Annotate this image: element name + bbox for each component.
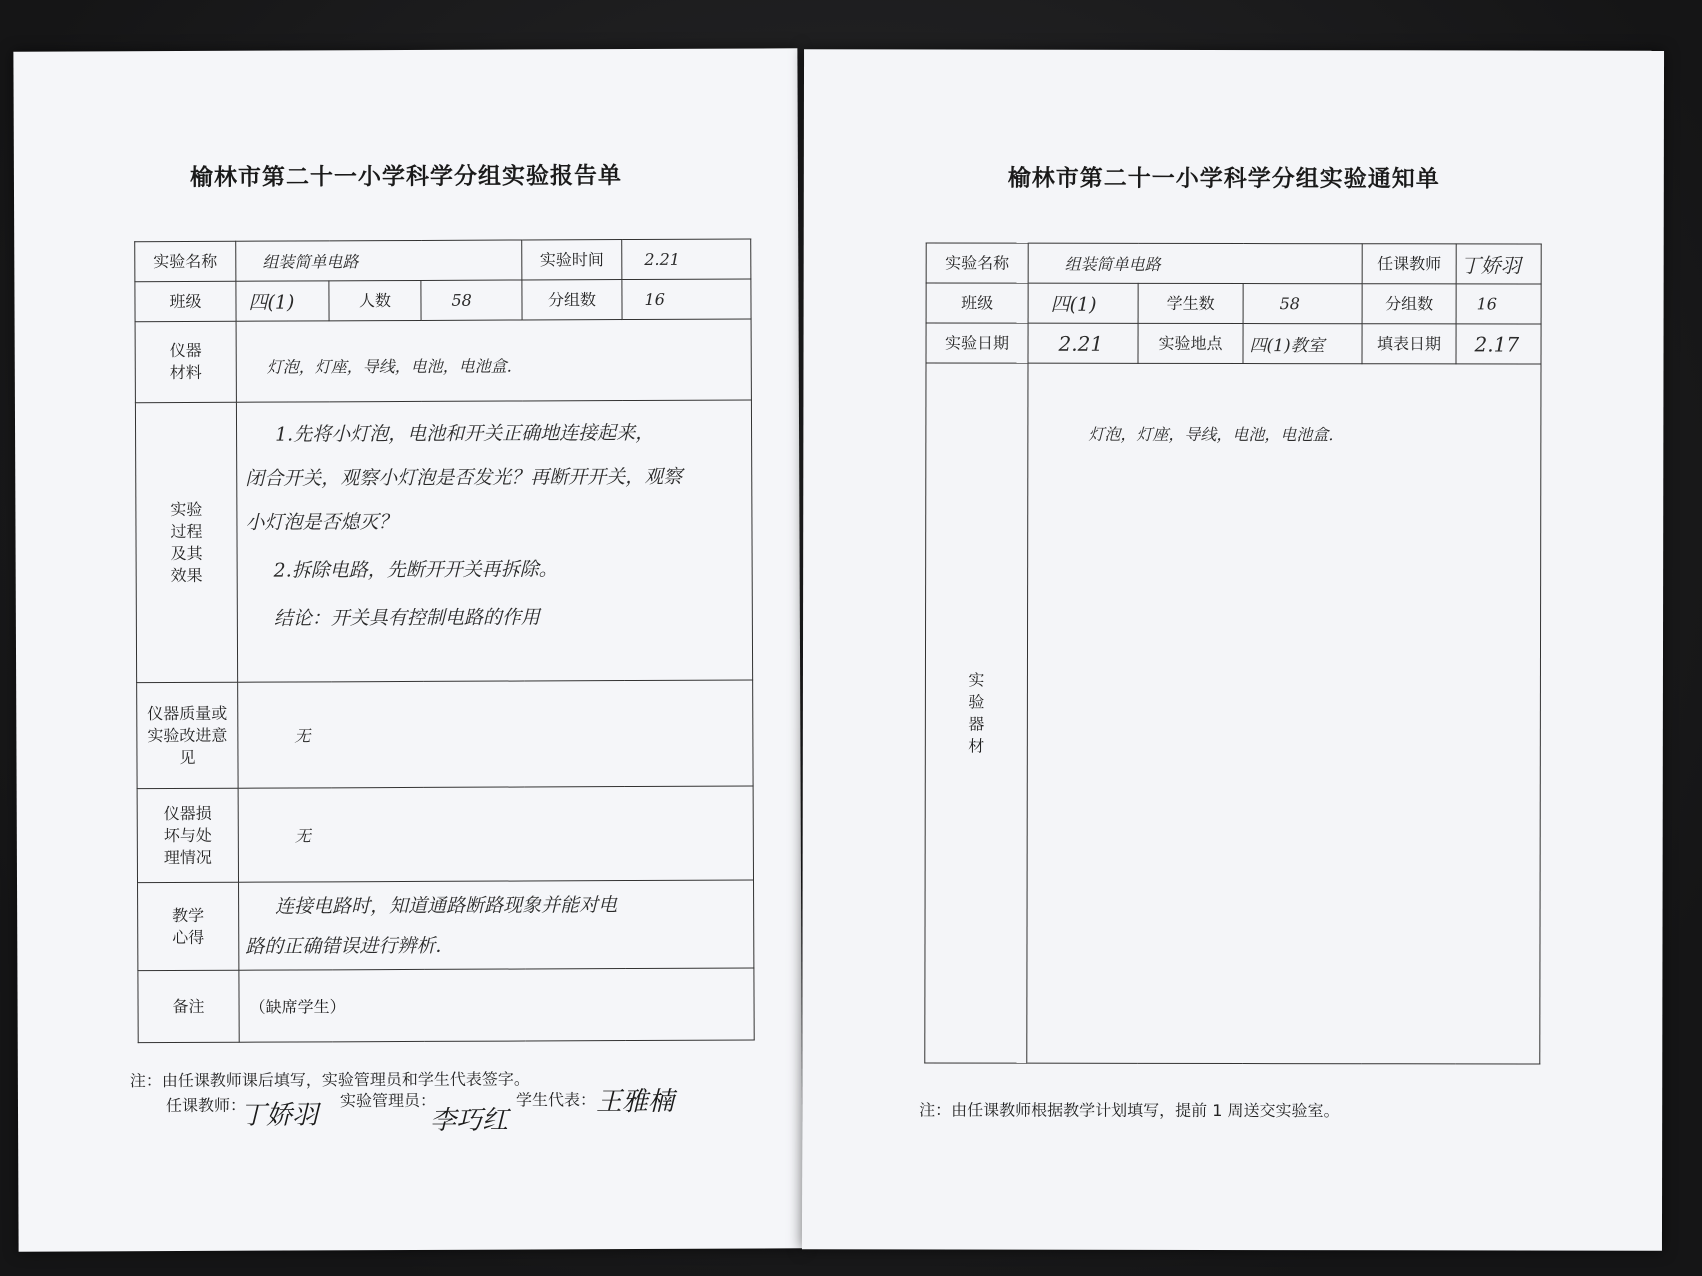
value-materials: 灯泡，灯座，导线，电池，电池盒. [236, 319, 751, 402]
label-notice-teacher: 任课教师 [1362, 244, 1456, 284]
label-class: 班级 [135, 281, 236, 321]
label-exp-time: 实验时间 [522, 240, 622, 280]
label-remarks: 备注 [138, 970, 239, 1042]
report-note: 注：由任课教师课后填写，实验管理员和学生代表签字。 [129, 1069, 530, 1091]
label-groups: 分组数 [522, 280, 622, 320]
value-process [236, 400, 752, 682]
label-teaching: 教学心得 [172, 905, 205, 947]
value-exp-time: 2.21 [622, 239, 751, 280]
value-class: 四(1) [236, 281, 329, 321]
label-notice-place: 实验地点 [1138, 323, 1243, 363]
teaching-line-b: 路的正确错误进行辨析. [245, 934, 442, 958]
label-exp-name: 实验名称 [135, 241, 236, 281]
label-sign-teacher: 任课教师： [165, 1095, 247, 1116]
label-notice-students: 学生数 [1138, 283, 1243, 323]
value-damage: 无 [238, 786, 753, 882]
report-title: 榆林市第二十一小学科学分组实验报告单 [189, 163, 622, 191]
process-step-2: 2.拆除电路，先断开开关再拆除。 [273, 558, 558, 582]
label-notice-equipment: 实验器材 [968, 670, 985, 756]
signature-admin: 李巧红 [429, 1105, 509, 1136]
label-people: 人数 [329, 280, 421, 320]
value-remarks: （缺席学生） [239, 968, 754, 1042]
value-notice-equipment: 灯泡，灯座，导线，电池，电池盒. [1027, 363, 1541, 1064]
value-notice-fill-date: 2.17 [1456, 324, 1541, 364]
value-notice-groups: 16 [1456, 284, 1541, 324]
value-notice-class: 四(1) [1028, 283, 1138, 323]
label-notice-groups: 分组数 [1362, 284, 1456, 324]
notice-sheet [802, 49, 1664, 1250]
process-step-1a: 1.先将小灯泡，电池和开关正确地连接起来， [275, 421, 655, 446]
label-process: 实验过程及其效果 [170, 499, 203, 585]
label-sign-admin: 实验管理员： [339, 1090, 437, 1111]
value-exp-name: 组装简单电路 [236, 240, 522, 281]
value-notice-students: 58 [1243, 284, 1362, 324]
signature-teacher: 丁娇羽 [239, 1100, 319, 1131]
value-notice-date: 2.21 [1028, 323, 1138, 363]
teaching-line-a: 连接电路时，知道通路断路现象并能对电 [275, 893, 618, 918]
signature-student: 王雅楠 [595, 1086, 675, 1118]
notice-table [924, 242, 1541, 1064]
report-table [134, 238, 755, 1043]
value-notice-exp-name: 组装简单电路 [1028, 243, 1362, 284]
label-notice-class: 班级 [926, 283, 1028, 323]
label-materials: 仪器材料 [169, 340, 202, 383]
value-notice-place: 四(1)教室 [1243, 324, 1362, 364]
label-notice-fill-date: 填表日期 [1362, 324, 1456, 364]
value-notice-teacher: 丁娇羽 [1456, 244, 1541, 284]
value-quality: 无 [238, 680, 753, 788]
label-sign-student: 学生代表： [515, 1090, 597, 1110]
label-quality: 仪器质量或实验改进意见 [147, 703, 228, 767]
process-conclusion: 结论：开关具有控制电路的作用 [273, 606, 540, 630]
label-damage: 仪器损坏与处理情况 [163, 803, 212, 867]
label-notice-date: 实验日期 [926, 323, 1028, 363]
value-people: 58 [421, 280, 522, 320]
notice-note: 注：由任课教师根据教学计划填写，提前 1 周送交实验室。 [919, 1100, 1340, 1121]
value-groups: 16 [622, 279, 751, 320]
label-notice-exp-name: 实验名称 [926, 243, 1028, 283]
report-sheet [13, 48, 802, 1251]
process-step-1b: 闭合开关，观察小灯泡是否发光？再断开开关，观察 [245, 465, 683, 490]
process-step-1c: 小灯泡是否熄灭？ [245, 511, 398, 534]
notice-title: 榆林市第二十一小学科学分组实验通知单 [1007, 165, 1440, 193]
value-teaching [239, 880, 754, 970]
